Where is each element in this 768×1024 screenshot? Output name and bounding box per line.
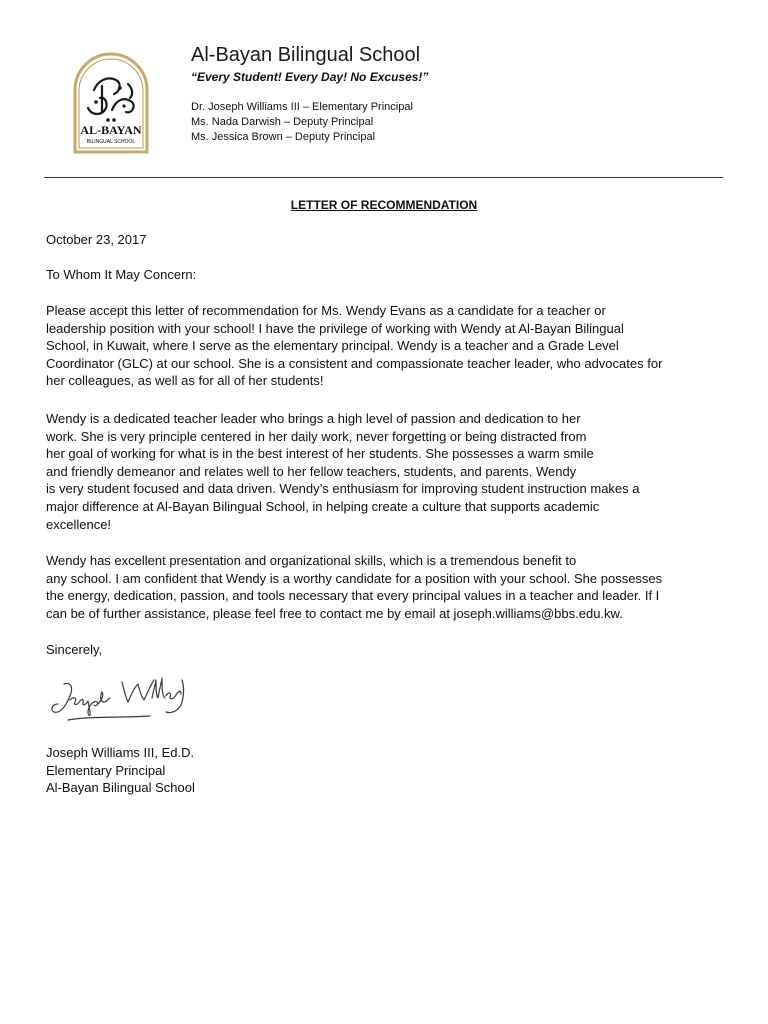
school-logo <box>72 50 150 154</box>
paragraph-line: Wendy has excellent presentation and organizational skills, which is a tremendous benefit to <box>46 553 577 568</box>
paragraph-line: excellence! <box>46 516 112 532</box>
paragraph-line: major difference at Al-Bayan Bilingual School, in helping create a culture that supports academic <box>46 498 600 514</box>
paragraph-1 <box>46 302 662 390</box>
letter-date: October 23, 2017 <box>46 232 147 247</box>
paragraph-line: the energy, dedication, passion, and tools necessary that every principal values in a teacher and leader. If I <box>46 588 660 604</box>
staff-line: Ms. Nada Darwish – Deputy Principal <box>191 116 374 128</box>
paragraph-3 <box>46 552 662 622</box>
paragraph-line: School, in Kuwait, where I serve as the elementary principal. Wendy is a teacher and a Grade Level <box>46 338 619 354</box>
paragraph-line: her colleagues, as well as for all of her students! <box>46 373 324 389</box>
paragraph-line: any school. I am confident that Wendy is a worthy candidate for a position with your school. She possesses <box>46 570 663 586</box>
closing: Sincerely, <box>46 642 103 657</box>
paragraph-2 <box>46 410 640 533</box>
signer-school: Al-Bayan Bilingual School <box>46 780 195 796</box>
school-name: Al-Bayan Bilingual School <box>191 44 421 66</box>
staff-list <box>191 100 413 145</box>
svg-text:AL-BAYAN: AL-BAYAN <box>80 123 142 137</box>
signer-role: Elementary Principal <box>46 762 166 778</box>
paragraph-line: Wendy is a dedicated teacher leader who brings a high level of passion and dedication to her <box>46 411 581 426</box>
paragraph-line: her goal of working for what is in the best interest of her students. She possesses a warm smile <box>46 446 594 462</box>
paragraph-line: Coordinator (GLC) at our school. She is a consistent and compassionate teacher leader, who advocates for <box>46 355 663 371</box>
svg-text:BILINGUAL SCHOOL: BILINGUAL SCHOOL <box>86 139 136 145</box>
signer-name: Joseph Williams III, Ed.D. <box>46 745 195 760</box>
signature <box>50 672 188 728</box>
paragraph-line: and friendly demeanor and relates well to her fellow teachers, students, and parents. Wendy <box>46 463 577 479</box>
letter-title: LETTER OF RECOMMENDATION <box>290 198 478 212</box>
paragraph-line: is very student focused and data driven. Wendy’s enthusiasm for improving student instruction makes a <box>46 481 640 497</box>
staff-line: Dr. Joseph Williams III – Elementary Principal <box>191 101 413 113</box>
header-divider <box>44 177 723 178</box>
paragraph-line: Please accept this letter of recommendation for Ms. Wendy Evans as a candidate for a teacher or <box>46 303 606 318</box>
paragraph-line: work. She is very principle centered in her daily work, never forgetting or being distracted from <box>46 428 587 444</box>
staff-line: Ms. Jessica Brown – Deputy Principal <box>191 131 376 143</box>
signature-block <box>46 744 195 797</box>
salutation: To Whom It May Concern: <box>46 267 197 282</box>
school-motto: “Every Student! Every Day! No Excuses!” <box>191 70 429 84</box>
paragraph-line: can be of further assistance, please feel free to contact me by email at joseph.williams@bbs.edu.kw. <box>46 605 623 621</box>
paragraph-line: leadership position with your school! I have the privilege of working with Wendy at Al-Bayan Bilingual <box>46 320 624 336</box>
